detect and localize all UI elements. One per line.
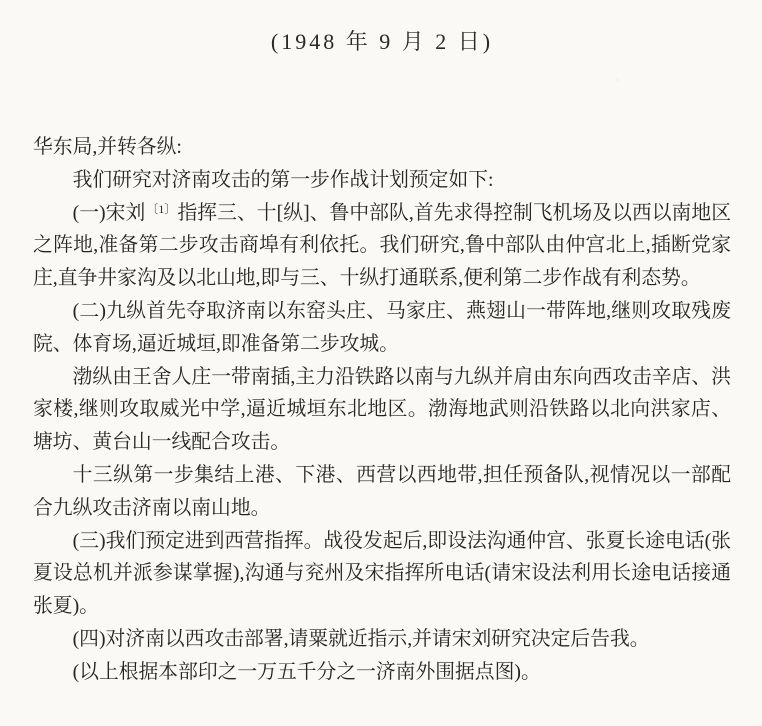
paragraph-item2-sub2: 十三纵第一步集结上港、下港、西营以西地带,担任预备队,视情况以一部配合九纵攻击济南以南山地。 bbox=[33, 463, 731, 519]
paragraph-item2: (二)九纵首先夺取济南以东窑头庄、马家庄、燕翅山一带阵地,继则攻取残废院、体育场,逼近城垣,即准备第二步攻城。 bbox=[33, 299, 731, 355]
paragraph-map-note: (以上根据本部印之一万五千分之一济南外围据点图)。 bbox=[72, 660, 541, 683]
footnote-reference: 〔1〕 bbox=[146, 201, 177, 216]
date-line: (1948 年 9 月 2 日) bbox=[270, 29, 494, 54]
paragraph-intro: 我们研究对济南攻击的第一步作战计划预定如下: bbox=[72, 168, 494, 191]
paragraph-item2-sub1: 渤纵由王舍人庄一带南插,主力沿铁路以南与九纵并肩由东向西攻击辛店、洪家楼,继则攻取威光中学,逼近城垣东北地区。渤海地武则沿铁路以北向洪家店、塘坊、黄台山一线配合攻击。 bbox=[33, 365, 731, 454]
paragraph-item4: (四)对济南以西攻击部署,请粟就近指示,并请宋刘研究决定后告我。 bbox=[72, 627, 650, 650]
paragraph-item3: (三)我们预定进到西营指挥。战役发起后,即设法沟通仲宫、张夏长途电话(张夏设总机并派参谋掌握),沟通与兖州及宋指挥所电话(请宋设法利用长途电话接通张夏)。 bbox=[33, 529, 731, 618]
telegram-body bbox=[33, 131, 731, 689]
paragraph-item1-text-before: (一)宋刘 bbox=[72, 201, 146, 224]
paragraph-item1 bbox=[33, 197, 731, 295]
salutation: 华东局,并转各纵: bbox=[33, 136, 182, 158]
paragraph-item1-text-after: 指挥三、十[纵]、鲁中部队,首先求得控制飞机场及以西以南地区之阵地,准备第二步攻击商埠有利依托。我们研究,鲁中部队由仲宫北上,插断党家庄,直争井家沟及以北山地,即与三、十纵打通联系,便利第二步作战有利态势。 bbox=[33, 201, 731, 290]
